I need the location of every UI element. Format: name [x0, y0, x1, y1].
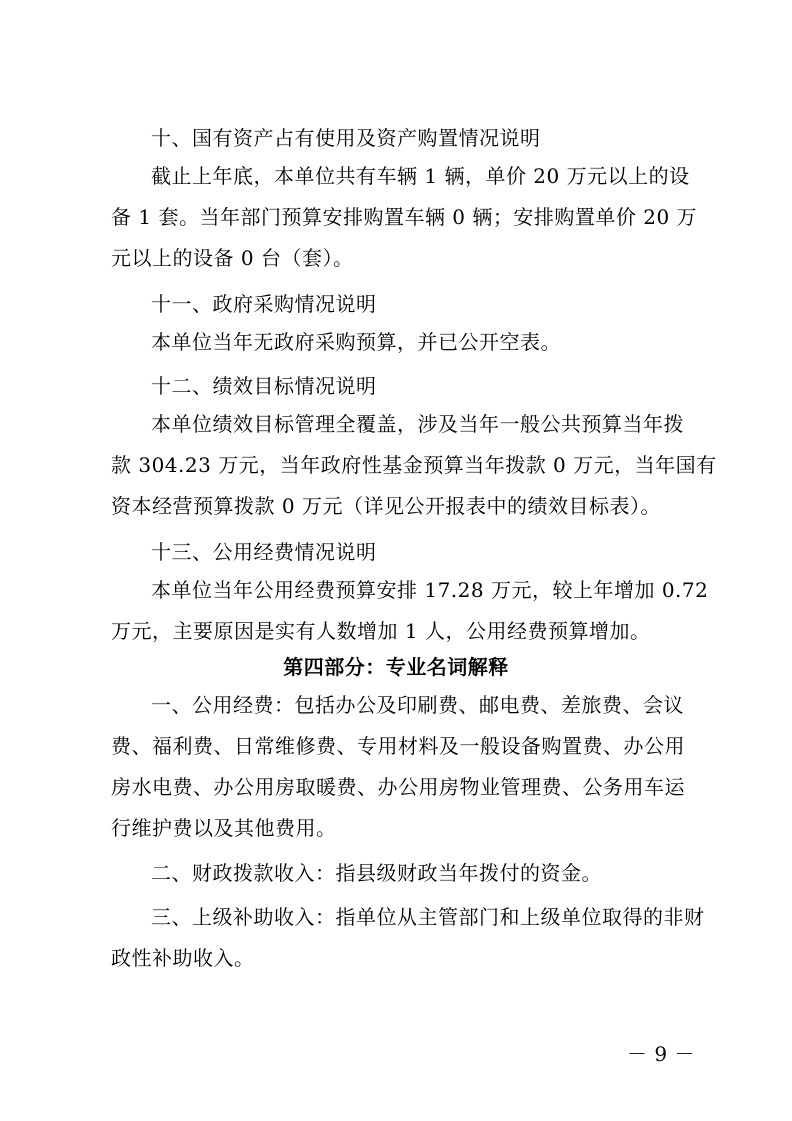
paragraph-line: 本单位当年无政府采购预算，并已公开空表。 [151, 330, 561, 354]
paragraph-line: 万元，主要原因是实有人数增加 1 人，公用经费预算增加。 [111, 619, 651, 643]
definition-line: 行维护费以及其他费用。 [111, 816, 337, 840]
part-title: 第四部分：专业名词解释 [283, 655, 509, 679]
definition-line: 房水电费、办公用房取暖费、办公用房物业管理费、公务用车运 [111, 775, 685, 799]
paragraph-line: 资本经营预算拨款 0 万元（详见公开报表中的绩效目标表）。 [111, 494, 661, 518]
page-number: － 9 － [627, 1042, 695, 1066]
section-heading-performance: 十二、绩效目标情况说明 [151, 374, 377, 398]
definition-line: 费、福利费、日常维修费、专用材料及一般设备购置费、办公用 [111, 734, 685, 758]
paragraph-line: 本单位当年公用经费预算安排 17.28 万元，较上年增加 0.72 [151, 578, 709, 602]
definition-line: 二、财政拨款收入：指县级财政当年拨付的资金。 [151, 861, 602, 885]
section-heading-procurement: 十一、政府采购情况说明 [151, 292, 377, 316]
paragraph-line: 备 1 套。当年部门预算安排购置车辆 0 辆；安排购置单价 20 万 [111, 205, 698, 229]
section-heading-public-expenses: 十三、公用经费情况说明 [151, 540, 377, 564]
paragraph-line: 截止上年底，本单位共有车辆 1 辆，单价 20 万元以上的设 [151, 164, 690, 188]
paragraph-line: 元以上的设备 0 台（套）。 [111, 246, 354, 270]
definition-line: 政性补助收入。 [111, 946, 255, 970]
paragraph-line: 款 304.23 万元，当年政府性基金预算当年拨款 0 万元，当年国有 [111, 453, 717, 477]
definition-line: 一、公用经费：包括办公及印刷费、邮电费、差旅费、会议 [151, 693, 684, 717]
paragraph-line: 本单位绩效目标管理全覆盖，涉及当年一般公共预算当年拨 [151, 412, 684, 436]
section-heading-state-assets: 十、国有资产占有使用及资产购置情况说明 [151, 126, 541, 150]
definition-line: 三、上级补助收入：指单位从主管部门和上级单位取得的非财 [151, 905, 705, 929]
